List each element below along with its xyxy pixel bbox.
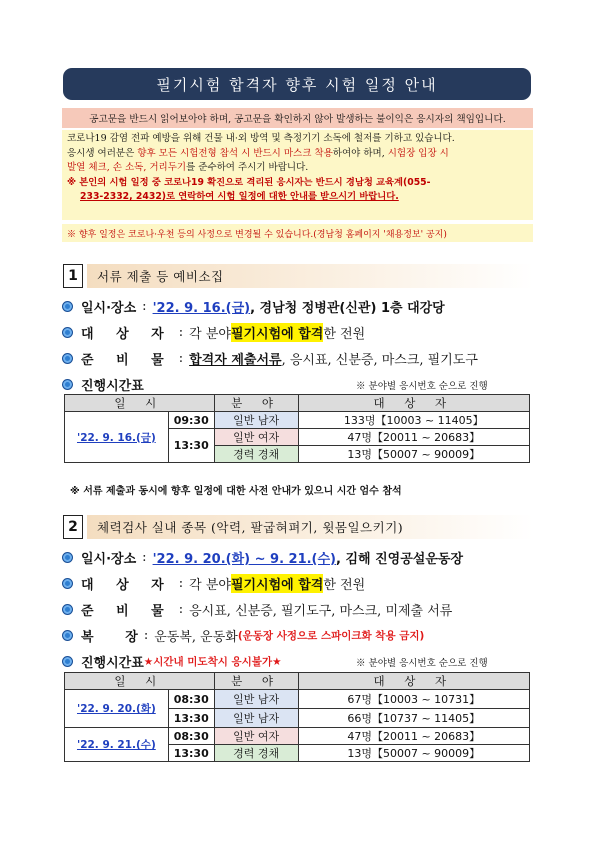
notice-line-1: 코로나19 감염 전파 예방을 위해 건물 내·외 방역 및 측정기기 소독에 철저를 기하고 있습니다.: [67, 133, 455, 144]
bullet-icon: [62, 578, 73, 589]
s2-wear-row: 복 장 : 운동복, 운동화 (운동장 사정으로 스파이크화 착용 금지): [62, 626, 424, 645]
section-title: 체력검사 실내 종목 (악력, 팔굽혀펴기, 윗몸일으키기): [87, 515, 533, 539]
bullet-icon: [62, 327, 73, 338]
date-cell: '22. 9. 21.(수): [65, 728, 169, 762]
s2-date: '22. 9. 20.(화) ~ 9. 21.(수): [152, 552, 337, 567]
notice-line-4: ※ 본인의 시험 일정 중 코로나19 확진으로 격리된 응시자는 반드시 경남청 교육계(055-: [67, 176, 431, 188]
col-header: 대 상 자: [298, 395, 529, 412]
col-header: 분 야: [214, 673, 298, 690]
col-header: 일 시: [65, 673, 215, 690]
s1-target-row: 대 상 자 : 각 분야 필기시험에 합격 한 전원: [62, 323, 365, 342]
s1-prep-row: 준 비 물 : 합격자 제출서류 , 응시표, 신분증, 마스크, 필기도구: [62, 349, 478, 368]
s2-prep-row: 준 비 물 : 응시표, 신분증, 필기도구, 마스크, 미제출 서류: [62, 600, 452, 619]
s1-warning: ※ 서류 제출과 동시에 향후 일정에 대한 사전 안내가 있으니 시간 엄수 참석: [70, 486, 402, 497]
s1-date: '22. 9. 16.(금): [152, 301, 251, 316]
late-warning: ★시간내 미도착시 응시불가★: [143, 656, 282, 668]
date-cell: '22. 9. 16.(금): [65, 412, 169, 463]
table-row: 경력 경채 13명【50007 ~ 90009】: [65, 446, 530, 463]
section-number: 1: [63, 264, 83, 288]
s2-schedule-table: [64, 672, 530, 762]
notice-line-3: 발열 체크, 손 소독, 거리두기를 준수하여 주시기 바랍니다.: [67, 162, 309, 173]
notice-schedule-change: ※ 향후 일정은 코로나·우천 등의 사정으로 변경될 수 있습니다.(경남청 홈페이지 '채용정보' 공지): [62, 224, 533, 242]
section-1-header: [63, 264, 533, 288]
bullet-icon: [62, 301, 73, 312]
bullet-icon: [62, 552, 73, 563]
bullet-icon: [62, 630, 73, 641]
table-row: 13:30 일반 여자 47명【20011 ~ 20683】: [65, 429, 530, 446]
table-row: '22. 9. 16.(금) 09:30 일반 남자 133명【10003 ~ 11405】: [65, 412, 530, 429]
s2-target-row: 대 상 자 : 각 분야 필기시험에 합격 한 전원: [62, 574, 365, 593]
notice-line-5: 233-2332, 2432)로 연락하여 시험 일정에 대한 안내를 받으시기 바랍니다.: [80, 191, 399, 202]
col-header: 일 시: [65, 395, 215, 412]
notice-covid: [62, 130, 533, 220]
s1-schedule-label-row: 진행시간표: [62, 375, 144, 394]
date-cell: '22. 9. 20.(화): [65, 690, 169, 728]
bullet-icon: [62, 353, 73, 364]
section-2-header: [63, 515, 533, 539]
bullet-icon: [62, 604, 73, 615]
col-header: 대 상 자: [298, 673, 529, 690]
s2-schedule-note: ※ 분야별 응시번호 순으로 진행: [356, 658, 488, 669]
table-row: 13:30 일반 남자 66명【10737 ~ 11405】: [65, 709, 530, 728]
page-title: 필기시험 합격자 향후 시험 일정 안내: [63, 68, 531, 100]
s2-schedule-label-row: 진행시간표 ★시간내 미도착시 응시불가★: [62, 652, 282, 671]
table-row: '22. 9. 20.(화) 08:30 일반 남자 67명【10003 ~ 10731】: [65, 690, 530, 709]
table-row: 13:30 경력 경채 13명【50007 ~ 90009】: [65, 745, 530, 762]
section-number: 2: [63, 515, 83, 539]
notice-responsibility: 공고문을 반드시 읽어보아야 하며, 공고문을 확인하지 않아 발생하는 불이익은 응시자의 책임입니다.: [62, 108, 533, 128]
section-title: 서류 제출 등 예비소집: [87, 264, 533, 288]
s2-datetime-row: 일시·장소 : '22. 9. 20.(화) ~ 9. 21.(수) , 김해 진영공설운동장: [62, 548, 463, 567]
s1-schedule-note: ※ 분야별 응시번호 순으로 진행: [356, 381, 488, 392]
s1-datetime-row: 일시·장소 : '22. 9. 16.(금) , 경남청 정병관(신관) 1층 대강당: [62, 297, 445, 316]
bullet-icon: [62, 656, 73, 667]
table-row: '22. 9. 21.(수) 08:30 일반 여자 47명【20011 ~ 20683】: [65, 728, 530, 745]
col-header: 분 야: [214, 395, 298, 412]
s1-schedule-table: [64, 394, 530, 463]
bullet-icon: [62, 379, 73, 390]
notice-line-2: 응시생 여러분은 향후 모든 시험전형 참석 시 반드시 마스크 착용하여야 하며, 시험장 입장 시: [67, 147, 449, 159]
